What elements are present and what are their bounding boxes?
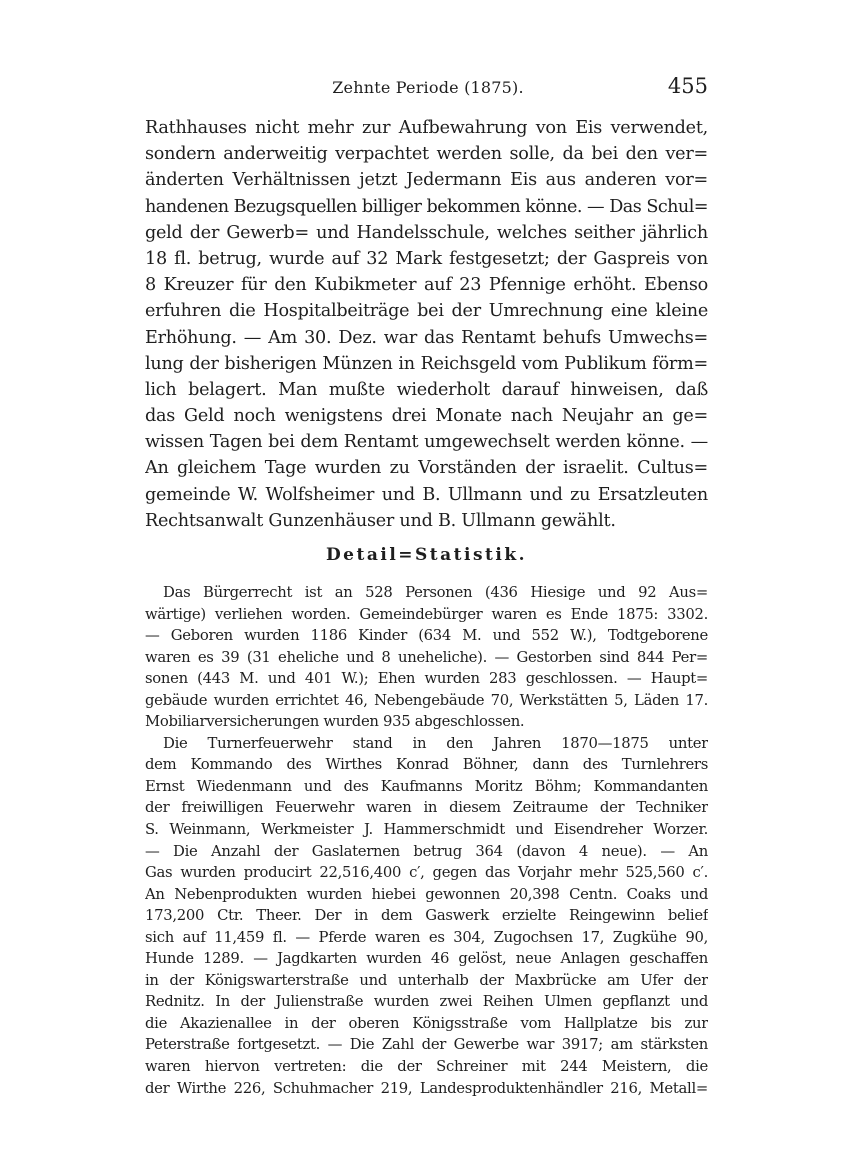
text-line: An Nebenprodukten wurden hiebei gewonnen 20,398 Centn. Coaks und bbox=[145, 885, 708, 903]
running-title: Zehnte Periode (1875). bbox=[332, 78, 524, 97]
text-line: der Wirthe 226, Schuhmacher 219, Landesproduktenhändler 216, Metall= bbox=[145, 1079, 708, 1097]
paragraph-fire-brigade bbox=[145, 733, 708, 1099]
text-line: Hunde 1289. — Jagdkarten wurden 46 gelöst, neue Anlagen geschaffen bbox=[145, 950, 708, 968]
text-line: Die Turnerfeuerwehr stand in den Jahren 1870—1875 unter bbox=[163, 734, 708, 752]
text-line: die Akazienallee in der oberen Königsstraße vom Hallplatze bis zur bbox=[145, 1014, 708, 1032]
paragraph-citizenship bbox=[145, 582, 708, 733]
text-line: Rechtsanwalt Gunzenhäuser und B. Ullmann gewählt. bbox=[145, 510, 616, 531]
text-line: gemeinde W. Wolfsheimer und B. Ullmann und zu Ersatzleuten bbox=[145, 484, 708, 505]
text-line: Peterstraße fortgesetzt. — Die Zahl der Gewerbe war 3917; am stärksten bbox=[145, 1036, 708, 1054]
text-line: S. Weinmann, Werkmeister J. Hammerschmidt und Eisendreher Worzer. bbox=[145, 821, 708, 839]
text-line: An gleichem Tage wurden zu Vorständen der israelit. Cultus= bbox=[145, 458, 708, 479]
text-line: in der Königswarterstraße und unterhalb der Maxbrücke am Ufer der bbox=[145, 971, 708, 989]
page-header bbox=[148, 72, 708, 102]
text-line: 173,200 Ctr. Theer. Der in dem Gaswerk erzielte Reingewinn belief bbox=[145, 907, 708, 925]
text-line: handenen Bezugsquellen billiger bekommen könne. — Das Schul= bbox=[145, 196, 708, 217]
text-line: waren hiervon vertreten: die der Schreiner mit 244 Meistern, die bbox=[145, 1058, 708, 1076]
text-line: wissen Tagen bei dem Rentamt umgewechselt werden könne. — bbox=[145, 432, 708, 453]
text-line: Gas wurden producirt 22,516,400 c′, gegen das Vorjahr mehr 525,560 c′. bbox=[145, 864, 708, 882]
text-line: der freiwilligen Feuerwehr waren in diesem Zeitraume der Techniker bbox=[145, 799, 708, 817]
text-line: gebäude wurden errichtet 46, Nebengebäude 70, Werkstätten 5, Läden 17. bbox=[145, 691, 708, 709]
text-line: Rednitz. In der Julienstraße wurden zwei Reihen Ulmen gepflanzt und bbox=[145, 993, 708, 1011]
section-heading: Detail=Statistik. bbox=[325, 545, 528, 565]
text-line: — Geboren wurden 1186 Kinder (634 M. und 552 W.), Todtgeborene bbox=[145, 627, 708, 645]
text-line: lung der bisherigen Münzen in Reichsgeld vom Publikum förm= bbox=[145, 353, 708, 374]
text-line: — Die Anzahl der Gaslaternen betrug 364 (davon 4 neue). — An bbox=[145, 842, 708, 860]
text-line: wärtige) verliehen worden. Gemeindebürger waren es Ende 1875: 3302. bbox=[145, 605, 708, 623]
text-line: sonen (443 M. und 401 W.); Ehen wurden 283 geschlossen. — Haupt= bbox=[145, 670, 708, 688]
text-line: Ernst Wiedenmann und des Kaufmanns Moritz Böhm; Kommandanten bbox=[145, 777, 708, 795]
text-line: geld der Gewerb= und Handelsschule, welches seither jährlich bbox=[145, 222, 708, 243]
text-line: Rathhauses nicht mehr zur Aufbewahrung von Eis verwendet, bbox=[145, 118, 708, 138]
text-line: Erhöhung. — Am 30. Dez. war das Rentamt behufs Umwechs= bbox=[145, 327, 708, 348]
statistics-section bbox=[145, 582, 708, 1099]
text-line: änderten Verhältnissen jetzt Jedermann Eis aus anderen vor= bbox=[145, 170, 708, 191]
text-line: das Geld noch wenigstens drei Monate nach Neujahr an ge= bbox=[145, 406, 708, 427]
text-line: Das Bürgerrecht ist an 528 Personen (436 Hiesige und 92 Aus= bbox=[163, 584, 708, 601]
text-line: sondern anderweitig verpachtet werden solle, da bei den ver= bbox=[145, 144, 708, 165]
text-line: waren es 39 (31 eheliche und 8 uneheliche). — Gestorben sind 844 Per= bbox=[145, 648, 708, 666]
text-line: dem Kommando des Wirthes Konrad Böhner, dann des Turnlehrers bbox=[145, 756, 708, 774]
text-line: Mobiliarversicherungen wurden 935 abgeschlossen. bbox=[145, 713, 525, 731]
text-line: erfuhren die Hospitalbeiträge bei der Umrechnung eine kleine bbox=[145, 301, 708, 322]
paragraph-town-hall bbox=[145, 115, 708, 534]
page-number: 455 bbox=[667, 74, 708, 98]
text-line: 18 fl. betrug, wurde auf 32 Mark festgesetzt; der Gaspreis von bbox=[145, 248, 708, 269]
text-line: sich auf 11,459 fl. — Pferde waren es 304, Zugochsen 17, Zugkühe 90, bbox=[145, 928, 708, 946]
text-line: 8 Kreuzer für den Kubikmeter auf 23 Pfennige erhöht. Ebenso bbox=[145, 275, 708, 296]
text-line: lich belagert. Man mußte wiederholt darauf hinweisen, daß bbox=[145, 379, 708, 400]
